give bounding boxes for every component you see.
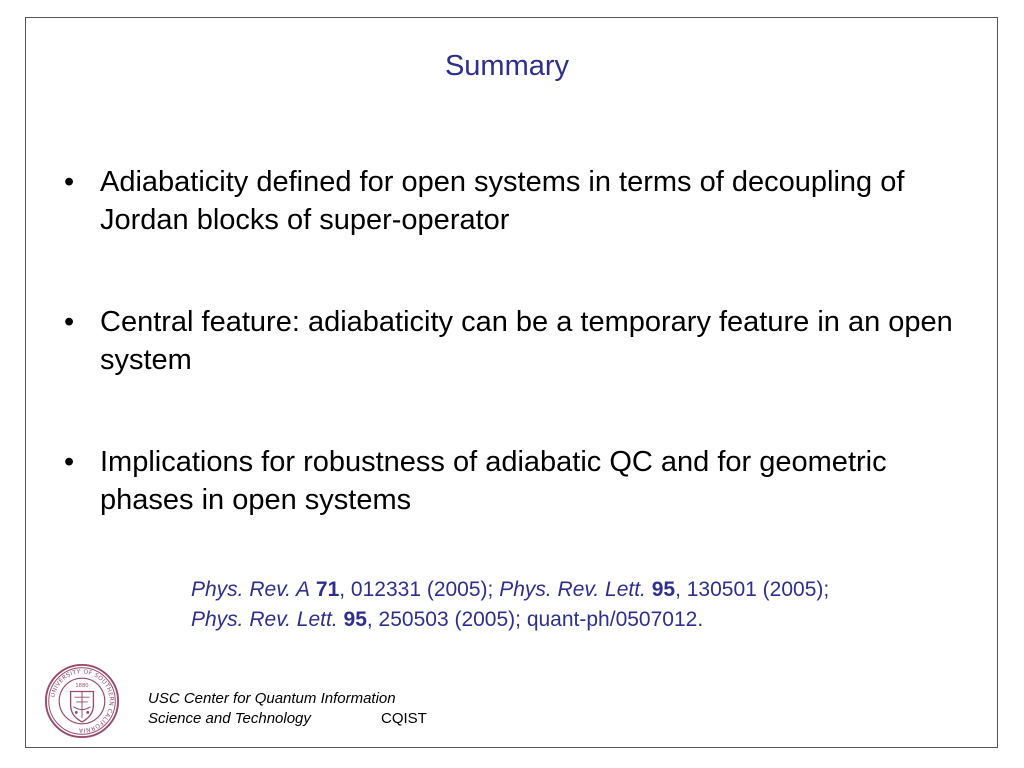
journal-volume: 95 xyxy=(651,578,676,601)
journal-name: Phys. Rev. Lett. xyxy=(191,608,338,631)
citation-details: , 130501 (2005); xyxy=(675,578,830,601)
citation-details: , 250503 (2005); quant-ph/0507012. xyxy=(366,608,704,631)
footer-line-2-text: Science and Technology xyxy=(148,710,311,727)
journal-name: Phys. Rev. A xyxy=(191,578,311,601)
reference-line-2 xyxy=(191,605,991,635)
seal-ring-text: UNIVERSITY OF SOUTHERN CALIFORNIA xyxy=(50,669,114,733)
footer-line-2 xyxy=(148,709,438,729)
reference-line-1 xyxy=(191,575,991,605)
citation-details: , 012331 (2005); xyxy=(339,578,500,601)
bullet-text: Central feature: adiabaticity can be a temporary feature in an open system xyxy=(100,306,953,376)
usc-seal-logo xyxy=(44,663,120,739)
footer-acronym: CQIST xyxy=(381,710,427,727)
bullet-list xyxy=(58,163,958,583)
slide-title: Summary xyxy=(444,50,570,82)
bullet-item xyxy=(58,163,958,239)
footer-affiliation xyxy=(148,689,438,729)
journal-name: Phys. Rev. Lett. xyxy=(499,578,646,601)
bullet-text: Implications for robustness of adiabatic QC and for geometric phases in open systems xyxy=(100,446,887,516)
bullet-marker: • xyxy=(64,306,75,338)
seal-year: 1880 xyxy=(75,682,89,689)
bullet-marker: • xyxy=(64,166,75,198)
reference-citation xyxy=(191,575,991,635)
journal-volume: 95 xyxy=(343,608,367,631)
footer-line-1: USC Center for Quantum Information xyxy=(148,690,396,707)
bullet-item xyxy=(58,303,958,379)
journal-volume: 71 xyxy=(315,578,340,601)
bullet-text: Adiabaticity defined for open systems in terms of decoupling of Jordan blocks of super-operator xyxy=(100,166,905,236)
bullet-item xyxy=(58,443,958,519)
bullet-marker: • xyxy=(64,446,75,478)
